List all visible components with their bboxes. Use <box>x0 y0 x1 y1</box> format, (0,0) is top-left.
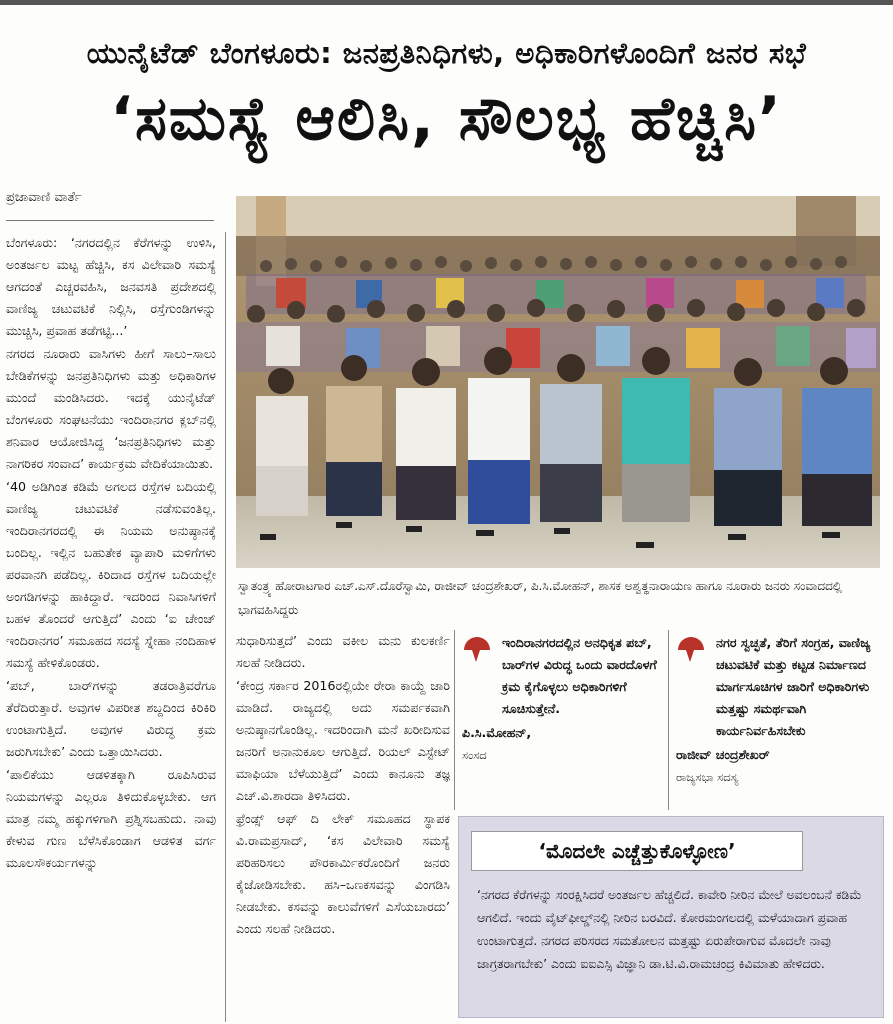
paragraph: ‘ಪಬ್, ಬಾರ್‌ಗಳನ್ನು ತಡರಾತ್ರಿವರೆಗೂ ತೆರೆದಿರುತ್ತಾರೆ. ಅವುಗಳ ವಿಪರೀತ ಶಬ್ದದಿಂದ ಕಿರಿಕಿರಿ ಉಂಟಾಗುತ್ತಿದೆ. ಅವುಗಳ ವಿರುದ್ಧ ಕ್ರಮ ಜರುಗಿಸಬೇಕು’ ಎಂದು ಒತ್ತಾಯಿಸಿದರು. <box>6 678 216 759</box>
quote-author-role: ರಾಜ್ಯಸಭಾ ಸದಸ್ಯ <box>676 770 739 784</box>
quote-text: ನಗರ ಸ್ವಚ್ಛತೆ, ತೆರಿಗೆ ಸಂಗ್ರಹ, ವಾಣಿಜ್ಯ ಚಟುವಟಿಕೆ ಮತ್ತು ಕಟ್ಟಡ ನಿರ್ಮಾಣದ ಮಾರ್ಗಸೂಚಿಗಳ ಜಾರಿಗೆ ಅಧಿಕಾರಿಗಳು ಮತ್ತಷ್ಟು ಸಮರ್ಥವಾಗಿ ಕಾರ್ಯನಿರ್ವಹಿಸಬೇಕು <box>716 635 871 738</box>
byline-divider <box>6 220 214 221</box>
paragraph: ‘ಕೇಂದ್ರ ಸರ್ಕಾರ 2016ರಲ್ಲಿಯೇ ರೇರಾ ಕಾಯ್ದೆ ಜಾರಿ ಮಾಡಿದೆ. ರಾಜ್ಯದಲ್ಲಿ ಅದು ಸಮರ್ಪಕವಾಗಿ ಅನುಷ್ಠಾನಗೊಂಡಿಲ್ಲ. ಇದರಿಂದಾಗಿ ಮನೆ ಖರೀದಿಸುವ ಜನರಿಗೆ ಅನಾನುಕೂಲ ಆಗುತ್ತಿದೆ. ರಿಯಲ್ ಎಸ್ಟೇಟ್ ಮಾಫಿಯಾ ಬೆಳೆಯುತ್ತಿದೆ’ ಎಂದು ಕಾನೂನು ತಜ್ಞ ಎಚ್.ವಿ.ಶಾರದಾ ತಿಳಿಸಿದರು. <box>236 678 450 803</box>
quote-author-role: ಸಂಸದ <box>462 748 487 762</box>
pull-quote-chandrasekhar <box>676 632 882 788</box>
sidebar-box <box>458 816 884 1018</box>
pull-quote-mohan <box>462 632 662 766</box>
kicker-headline: ಯುನೈಟೆಡ್ ಬೆಂಗಳೂರು: ಜನಪ್ರತಿನಿಧಿಗಳು, ಅಧಿಕಾರಿಗಳೊಂದಿಗೆ ಜನರ ಸಭೆ <box>86 36 807 70</box>
paragraph: ‘40 ಅಡಿಗಿಂತ ಕಡಿಮೆ ಅಗಲದ ರಸ್ತೆಗಳ ಬದಿಯಲ್ಲಿ ವಾಣಿಜ್ಯ ಚಟುವಟಿಕೆ ನಡೆಸುವಂತಿಲ್ಲ. ಇಂದಿರಾನಗರದಲ್ಲಿ ಈ ನಿಯಮ ಅನುಷ್ಠಾನಕ್ಕೆ ಬಂದಿಲ್ಲ. ಇಲ್ಲಿನ ಬಹುತೇಕ ವ್ಯಾಪಾರಿ ಮಳಿಗೆಗಳು ಪರವಾನಗಿ ಪಡೆದಿಲ್ಲ. ಕಿರಿದಾದ ರಸ್ತೆಗಳ ಬದಿಯಲ್ಲೇ ಅಂಗಡಿಗಳನ್ನು ಹಾಕಿದ್ದಾರೆ. ಇದರಿಂದ ನಿವಾಸಿಗಳಿಗೆ ಬಹಳ ತೊಂದರೆ ಆಗುತ್ತಿದೆ’ ಎಂದು ‘ಐ ಚೇಂಜ್ ಇಂದಿರಾನಗರ’ ಸಮೂಹದ ಸದಸ್ಯೆ ಸ್ನೇಹಾ ನಂದಿಹಾಳ ಸಮಸ್ಯೆ ಹೇಳಿಕೊಂಡರು. <box>6 479 216 670</box>
column-divider <box>668 630 669 810</box>
main-headline: ‘ಸಮಸ್ಯೆ ಆಲಿಸಿ, ಸೌಲಭ್ಯ ಹೆಚ್ಚಿಸಿ’ <box>110 84 783 154</box>
event-photo <box>236 196 880 568</box>
paragraph: ‘ಪಾಲಿಕೆಯು ಆಡಳಿತಕ್ಕಾಗಿ ರೂಪಿಸಿರುವ ನಿಯಮಗಳನ್ನು ಎಲ್ಲರೂ ತಿಳಿದುಕೊಳ್ಳಬೇಕು. ಆಗ ಮಾತ್ರ ನಮ್ಮ ಹಕ್ಕುಗಳಿಗಾಗಿ ಪ್ರಶ್ನಿಸಬಹುದು. ನಾವು ಕೇಳುವ ಗುಣ ಬೆಳೆಸಿಕೊಂಡಾಗ ಆಡಳಿತ ವರ್ಗ ಮೂಲಸೌಕರ್ಯಗಳನ್ನು <box>6 767 216 870</box>
sidebar-box-title: ‘ಮೊದಲೇ ಎಚ್ಚೆತ್ತುಕೊಳ್ಳೋಣ’ <box>471 831 803 871</box>
article-column-middle <box>236 630 450 1024</box>
article-column-left <box>6 232 216 1024</box>
column-divider <box>225 232 226 1022</box>
quote-text: ಇಂದಿರಾನಗರದಲ್ಲಿನ ಅನಧಿಕೃತ ಪಬ್, ಬಾರ್‌ಗಳ ವಿರುದ್ಧ ಒಂದು ವಾರದೊಳಗೆ ಕ್ರಮ ಕೈಗೊಳ್ಳಲು ಅಧಿಕಾರಿಗಳಿಗೆ ಸೂಚಿಸುತ್ತೇನೆ. <box>502 635 657 716</box>
photo-caption: ಸ್ವಾತಂತ್ರ್ಯ ಹೋರಾಟಗಾರ ಎಚ್.ಎಸ್.ದೊರೆಸ್ವಾಮಿ, ರಾಜೀವ್ ಚಂದ್ರಶೇಖರ್, ಪಿ.ಸಿ.ಮೋಹನ್, ಶಾಸಕ ಅಶ್ವತ್ಥನಾರಾಯಣ ಹಾಗೂ ನೂರಾರು ಜನರು ಸಂವಾದದಲ್ಲಿ ಭಾಗವಹಿಸಿದ್ದರು <box>238 579 842 617</box>
paragraph: ನಗರದ ನೂರಾರು ವಾಸಿಗಳು ಹೀಗೆ ಸಾಲು–ಸಾಲು ಬೇಡಿಕೆಗಳನ್ನು ಜನಪ್ರತಿನಿಧಿಗಳು ಮತ್ತು ಅಧಿಕಾರಿಗಳ ಮುಂದೆ ಮಂಡಿಸಿದರು. ಇದಕ್ಕೆ ಯುನೈಟೆಡ್ ಬೆಂಗಳೂರು ಸಂಘಟನೆಯು ಇಂದಿರಾನಗರ ಕ್ಲಬ್‌ನಲ್ಲಿ ಶನಿವಾರ ಆಯೋಜಿಸಿದ್ದ ‘ಜನಪ್ರತಿನಿಧಿಗಳು ಮತ್ತು ನಾಗರಿಕರ ಸಂವಾದ’ ಕಾರ್ಯಕ್ರಮ ವೇದಿಕೆಯಾಯಿತು. <box>6 346 216 471</box>
column-divider <box>454 630 455 810</box>
top-rule <box>0 0 893 5</box>
audience-photo-illustration <box>236 196 880 568</box>
byline: ಪ್ರಜಾವಾಣಿ ವಾರ್ತೆ <box>6 190 82 205</box>
paragraph: ಬೆಂಗಳೂರು: ‘ನಗರದಲ್ಲಿನ ಕೆರೆಗಳನ್ನು ಉಳಿಸಿ, ಅಂತರ್ಜಲ ಮಟ್ಟ ಹೆಚ್ಚಿಸಿ, ಕಸ ವಿಲೇವಾರಿ ಸಮಸ್ಯೆ ಆಗದಂತೆ ಎಚ್ಚರವಹಿಸಿ, ಜನವಸತಿ ಪ್ರದೇಶದಲ್ಲಿ ವಾಣಿಜ್ಯ ಚಟುವಟಿಕೆ ನಿಲ್ಲಿಸಿ, ರಸ್ತೆಗುಂಡಿಗಳನ್ನು ಮುಚ್ಚಿಸಿ, ಪ್ರವಾಹ ತಡೆಗಟ್ಟಿ...’ <box>6 235 216 338</box>
quote-author: ಪಿ.ಸಿ.ಮೋಹನ್, <box>462 725 532 740</box>
sidebar-box-text: ‘ನಗರದ ಕೆರೆಗಳನ್ನು ಸಂರಕ್ಷಿಸಿದರೆ ಅಂತರ್ಜಲ ಹೆಚ್ಚಲಿದೆ. ಕಾವೇರಿ ನೀರಿನ ಮೇಲೆ ಅವಲಂಬನೆ ಕಡಿಮೆ ಆಗಲಿದೆ. ಇಂದು ವೈಟ್‌ಫೀಲ್ಡ್‌ನಲ್ಲಿ ನೀರಿನ ಬರವಿದೆ. ಕೋರಮಂಗಲದಲ್ಲಿ ಮಳೆಯಾದಾಗ ಪ್ರವಾಹ ಉಂಟಾಗುತ್ತದೆ. ನಗರದ ಪರಿಸರದ ಸಮತೋಲನ ಮತ್ತಷ್ಟು ಏರುಪೇರಾಗುವ ಮೊದಲೇ ನಾವು ಜಾಗ್ರತರಾಗಬೇಕು’ ಎಂದು ಐಐಎಸ್ಸಿ ವಿಜ್ಞಾನಿ ಡಾ.ಟಿ.ವಿ.ರಾಮಚಂದ್ರ ಕಿವಿಮಾತು ಹೇಳಿದರು. <box>477 887 862 971</box>
quote-mark-icon <box>676 636 710 666</box>
quote-mark-icon <box>462 636 496 666</box>
quote-author: ರಾಜೀವ್ ಚಂದ್ರಶೇಖರ್ <box>676 747 770 762</box>
paragraph: ಸುಧಾರಿಸುತ್ತದೆ’ ಎಂದು ವಕೀಲ ಮನು ಕುಲಕರ್ಣಿ ಸಲಹೆ ನೀಡಿದರು. <box>236 633 450 670</box>
paragraph: ಫ್ರೆಂಡ್ಸ್ ಆಫ್ ದಿ ಲೇಕ್ ಸಮೂಹದ ಸ್ಥಾಪಕ ವಿ.ರಾಮಪ್ರಸಾದ್, ‘ಕಸ ವಿಲೇವಾರಿ ಸಮಸ್ಯೆ ಪರಿಹರಿಸಲು ಪೌರಕಾರ್ಮಿಕರೊಂದಿಗೆ ಜನರು ಕೈಜೋಡಿಸಬೇಕು. ಹಸಿ–ಒಣಕಸವನ್ನು ವಿಂಗಡಿಸಿ ನೀಡಬೇಕು. ಕಸವನ್ನು ಕಾಲುವೆಗಳಿಗೆ ಎಸೆಯಬಾರದು’ ಎಂದು ಸಲಹೆ ನೀಡಿದರು. <box>236 811 450 936</box>
